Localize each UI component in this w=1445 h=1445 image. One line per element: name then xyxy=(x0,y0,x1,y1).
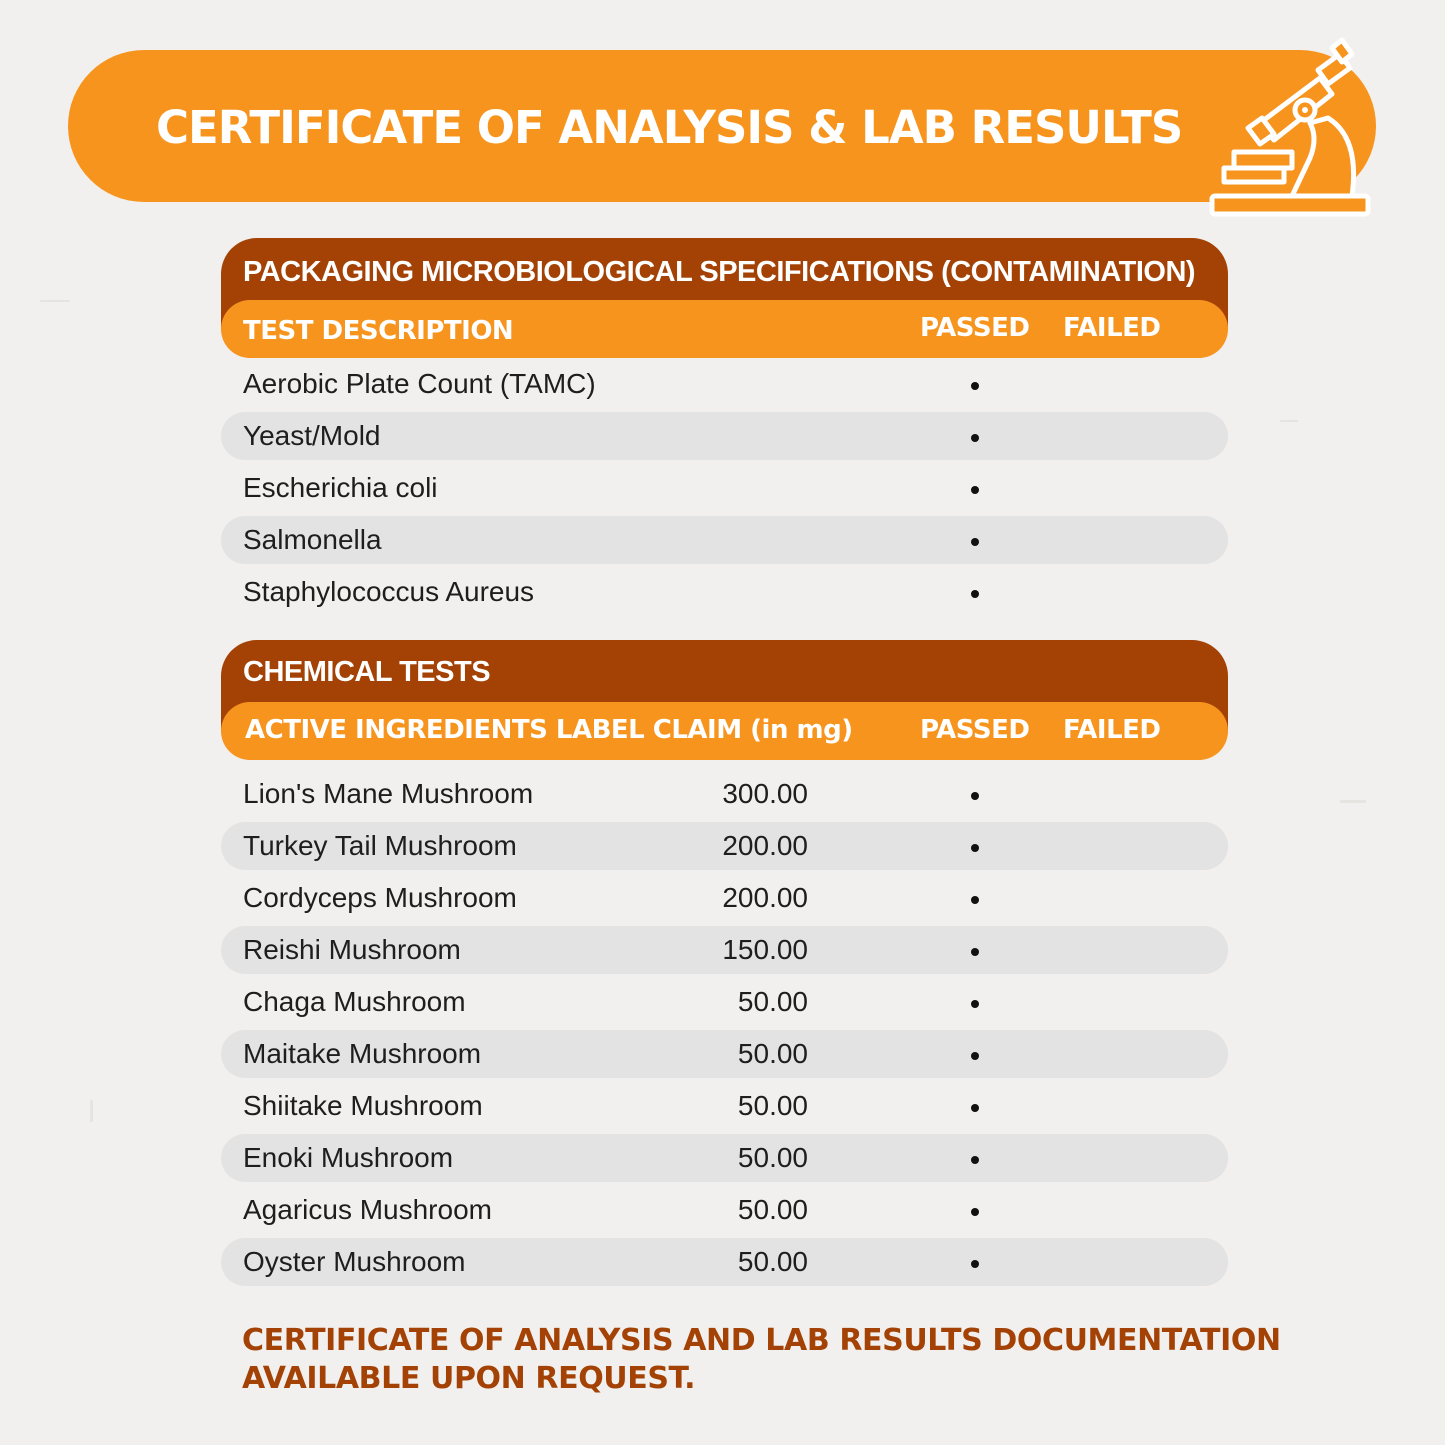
passed-dot-icon xyxy=(971,844,979,852)
table-row xyxy=(221,412,1228,460)
paper-texture xyxy=(1280,420,1298,422)
ingredient-name: Agaricus Mushroom xyxy=(243,1194,492,1225)
passed-dot-icon xyxy=(971,1104,979,1112)
table-row xyxy=(221,1134,1228,1182)
passed-dot-icon xyxy=(971,486,979,494)
ingredient-name: Chaga Mushroom xyxy=(243,986,466,1017)
micro-section-header xyxy=(221,238,1228,358)
passed-dot-icon xyxy=(971,434,979,442)
test-name: Aerobic Plate Count (TAMC) xyxy=(243,368,596,399)
micro-column-header xyxy=(221,300,1228,358)
passed-dot-icon xyxy=(971,1208,979,1216)
test-name: Escherichia coli xyxy=(243,472,438,503)
ingredient-amount: 50.00 xyxy=(737,1246,808,1277)
ingredient-amount: 50.00 xyxy=(737,1038,808,1069)
table-row xyxy=(221,872,1228,924)
test-name: Staphylococcus Aureus xyxy=(243,576,535,607)
page-title: CERTIFICATE OF ANALYSIS & LAB RESULTS xyxy=(156,101,1183,154)
footer-line-2: AVAILABLE UPON REQUEST. xyxy=(242,1361,696,1396)
chemical-section-header xyxy=(221,640,1228,760)
passed-dot-icon xyxy=(971,1052,979,1060)
passed-dot-icon xyxy=(971,896,979,904)
ingredient-name: Lion's Mane Mushroom xyxy=(243,778,534,809)
test-name: Salmonella xyxy=(243,524,382,555)
microscope-icon xyxy=(1200,28,1380,223)
col-test-description: TEST DESCRIPTION xyxy=(243,316,514,346)
micro-rows xyxy=(221,358,1228,618)
ingredient-amount: 200.00 xyxy=(722,882,808,913)
passed-dot-icon xyxy=(971,590,979,598)
ingredient-name: Shiitake Mushroom xyxy=(243,1090,483,1121)
ingredient-amount: 200.00 xyxy=(722,830,808,861)
ingredient-name: Reishi Mushroom xyxy=(243,934,461,965)
paper-texture xyxy=(1340,800,1366,803)
passed-dot-icon xyxy=(971,382,979,390)
footer-line-1: CERTIFICATE OF ANALYSIS AND LAB RESULTS DOCUMENTATION xyxy=(242,1323,1281,1358)
chemical-section xyxy=(221,640,1228,1288)
ingredient-name: Cordyceps Mushroom xyxy=(243,882,517,913)
col-active-ingredients: ACTIVE INGREDIENTS LABEL CLAIM (in mg) xyxy=(245,715,853,745)
table-row xyxy=(221,566,1228,618)
col-failed: FAILED xyxy=(1063,715,1161,745)
passed-dot-icon xyxy=(971,1260,979,1268)
micro-section xyxy=(221,238,1228,618)
col-failed: FAILED xyxy=(1063,313,1161,343)
ingredient-name: Enoki Mushroom xyxy=(243,1142,454,1173)
test-name: Yeast/Mold xyxy=(243,420,381,451)
table-row xyxy=(221,516,1228,564)
footer-note xyxy=(242,1322,1362,1398)
micro-section-title: PACKAGING MICROBIOLOGICAL SPECIFICATIONS (CONTAMINATION) xyxy=(243,256,1196,288)
passed-dot-icon xyxy=(971,1156,979,1164)
col-passed: PASSED xyxy=(920,313,1030,343)
table-row xyxy=(221,1030,1228,1078)
passed-dot-icon xyxy=(971,948,979,956)
chemical-section-title: CHEMICAL TESTS xyxy=(243,656,491,688)
table-row xyxy=(221,1184,1228,1236)
ingredient-name: Turkey Tail Mushroom xyxy=(243,830,517,861)
title-banner xyxy=(68,50,1376,202)
table-row xyxy=(221,976,1228,1028)
ingredient-amount: 150.00 xyxy=(722,934,808,965)
table-row xyxy=(221,926,1228,974)
ingredient-amount: 300.00 xyxy=(722,778,808,809)
col-passed: PASSED xyxy=(920,715,1030,745)
ingredient-name: Maitake Mushroom xyxy=(243,1038,482,1069)
ingredient-name: Oyster Mushroom xyxy=(243,1246,466,1277)
passed-dot-icon xyxy=(971,1000,979,1008)
ingredient-amount: 50.00 xyxy=(737,1142,808,1173)
passed-dot-icon xyxy=(971,792,979,800)
chemical-rows xyxy=(221,768,1228,1286)
table-row xyxy=(221,1080,1228,1132)
paper-texture xyxy=(90,1100,93,1122)
table-row xyxy=(221,358,1228,410)
table-row xyxy=(221,822,1228,870)
ingredient-amount: 50.00 xyxy=(737,1194,808,1225)
table-row xyxy=(221,1238,1228,1286)
ingredient-amount: 50.00 xyxy=(737,986,808,1017)
chemical-column-header xyxy=(221,702,1228,760)
table-row xyxy=(221,462,1228,514)
table-row xyxy=(221,768,1228,820)
ingredient-amount: 50.00 xyxy=(737,1090,808,1121)
passed-dot-icon xyxy=(971,538,979,546)
paper-texture xyxy=(40,300,70,302)
